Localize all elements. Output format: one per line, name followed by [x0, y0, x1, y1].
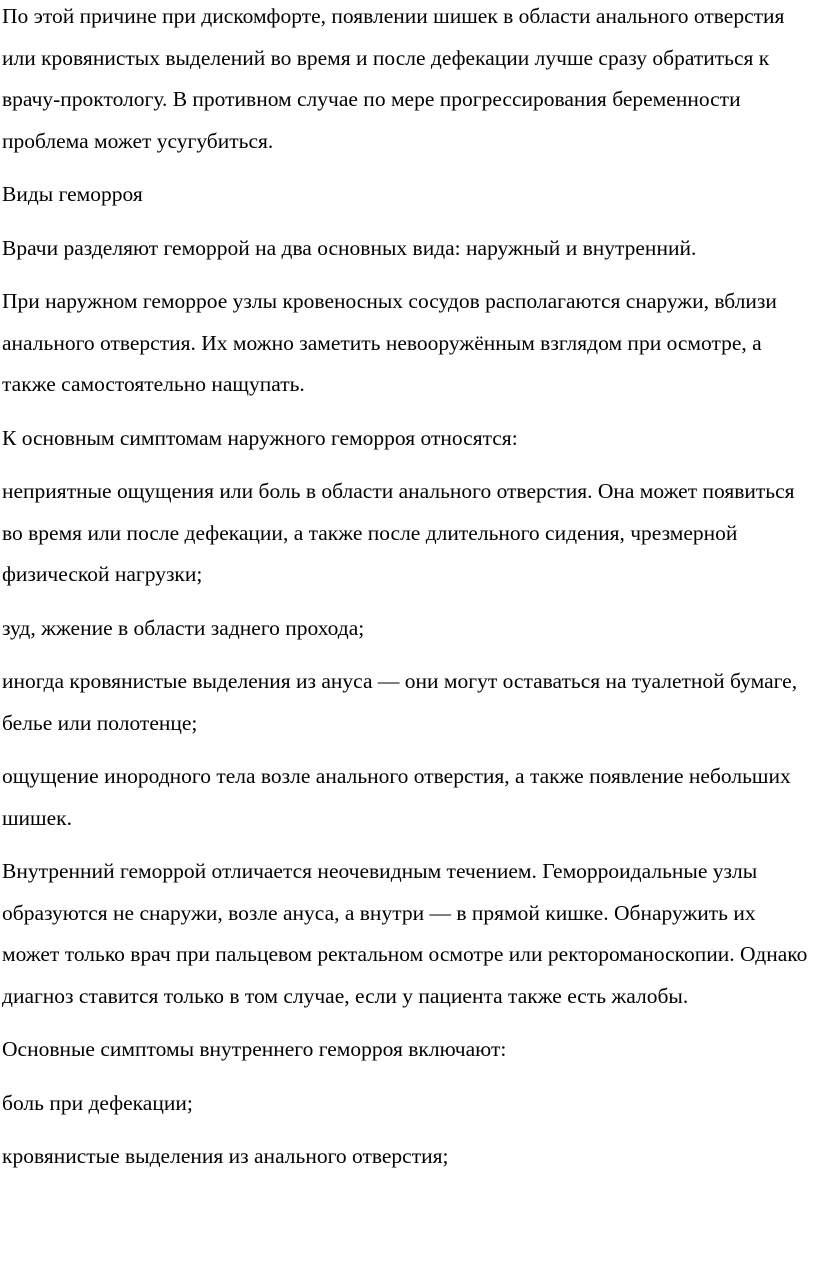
- list-item-internal-bleeding: кровянистые выделения из анального отверстия;: [2, 1144, 449, 1168]
- paragraph-internal-description: Внутренний геморрой отличается неочевидным течением. Геморроидальные узлы образуются не снаружи, возле ануса, а внутри — в прямой кишке. Обнаружить их может только врач при пальцевом ректальном осмотре или ректороманоскопии. Однако диагноз ставится только в том случае, если у пациента также есть жалобы.: [2, 859, 808, 1008]
- list-item-external-pain: неприятные ощущения или боль в области анального отверстия. Она может появиться во время или после дефекации, а также после длительного сидения, чрезмерной физической нагрузки;: [2, 479, 795, 586]
- list-item-external-foreign-body: ощущение инородного тела возле анального отверстия, а также появление небольших шишек.: [2, 764, 791, 830]
- list-item-internal-pain: боль при дефекации;: [2, 1090, 193, 1115]
- paragraph-external-symptoms-lead: К основным симптомам наружного геморроя относятся:: [2, 425, 518, 450]
- list-item-external-itch: зуд, жжение в области заднего прохода;: [2, 615, 365, 640]
- paragraph-internal-symptoms-lead: Основные симптомы внутреннего геморроя включают:: [2, 1037, 507, 1061]
- list-item-external-bleeding: иногда кровянистые выделения из ануса — они могут оставаться на туалетной бумаге, белье или полотенце;: [2, 669, 798, 735]
- paragraph-two-types: Врачи разделяют геморрой на два основных вида: наружный и внутренний.: [2, 235, 697, 260]
- section-heading-types: Виды геморроя: [2, 182, 143, 206]
- paragraph-intro: По этой причине при дискомфорте, появлении шишек в области анального отверстия или кровянистых выделений во время и после дефекации лучше сразу обратиться к врачу-проктологу. В противном случае по мере прогрессирования беременности проблема может усугубиться.: [2, 4, 785, 153]
- paragraph-external-description: При наружном геморрое узлы кровеносных сосудов располагаются снаружи, вблизи анального отверстия. Их можно заметить невооружённым взглядом при осмотре, а также самостоятельно нащупать.: [2, 289, 777, 396]
